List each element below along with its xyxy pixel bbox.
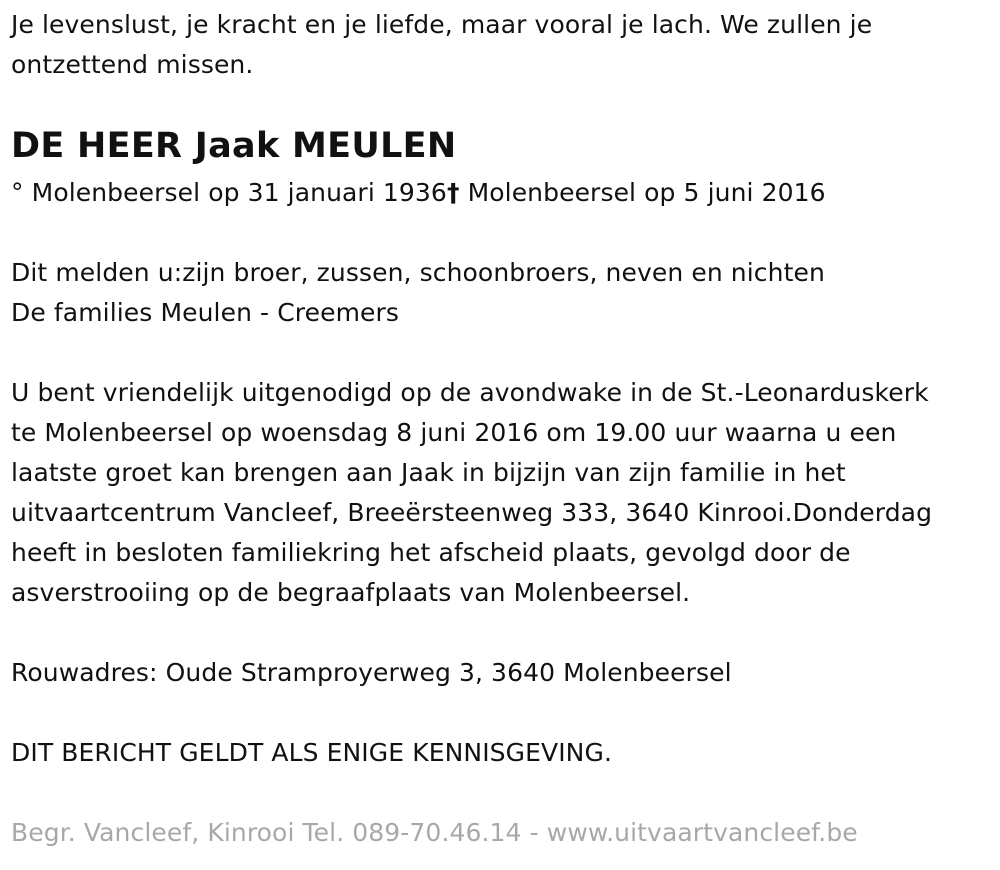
birth-info: ° Molenbeersel op 31 januari 1936 [11,178,447,207]
deceased-name: DE HEER Jaak MEULEN [11,126,457,166]
intro-line-2: ontzettend missen. [11,50,254,79]
obituary-document [11,0,996,870]
cross-icon: † [446,178,460,207]
invitation-line: laatste groet kan brengen aan Jaak in bijzijn van zijn familie in het [11,458,846,487]
invitation-line: uitvaartcentrum Vancleef, Breeërsteenweg 333, 3640 Kinrooi.Donderdag [11,498,933,527]
invitation-block [11,373,932,613]
invitation-line: te Molenbeersel op woensdag 8 juni 2016 om 19.00 uur waarna u een [11,418,897,447]
official-notice: DIT BERICHT GELDT ALS ENIGE KENNISGEVING. [11,738,612,767]
announcement-line-1: Dit melden u:zijn broer, zussen, schoonbroers, neven en nichten [11,258,825,287]
invitation-line: asverstrooiing op de begraafplaats van Molenbeersel. [11,578,691,607]
intro-line-1: Je levenslust, je kracht en je liefde, maar vooral je lach. We zullen je [11,10,873,39]
funeral-home-footer: Begr. Vancleef, Kinrooi Tel. 089-70.46.14 - www.uitvaartvancleef.be [11,818,858,847]
intro-message [11,5,872,85]
announcement-block [11,253,825,333]
death-info: Molenbeersel op 5 juni 2016 [459,178,826,207]
invitation-line: U bent vriendelijk uitgenodigd op de avondwake in de St.-Leonarduskerk [11,378,929,407]
announcement-line-2: De families Meulen - Creemers [11,298,400,327]
birth-death-dates [11,173,826,213]
mourning-address: Rouwadres: Oude Stramproyerweg 3, 3640 Molenbeersel [11,658,732,687]
invitation-line: heeft in besloten familiekring het afscheid plaats, gevolgd door de [11,538,851,567]
